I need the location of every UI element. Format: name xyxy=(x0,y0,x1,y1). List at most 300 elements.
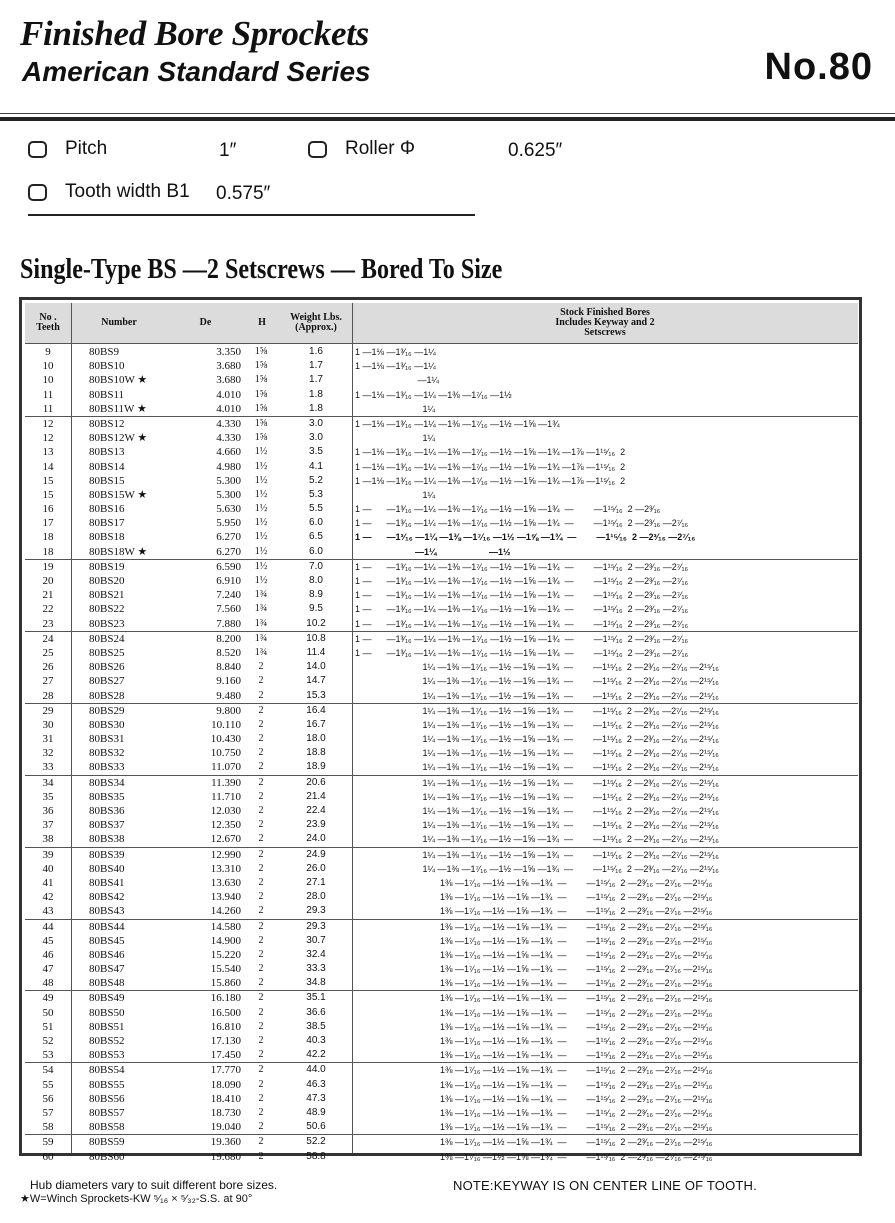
header-stock-bores: Stock Finished Bores Includes Keyway and 2 Setscrews xyxy=(555,307,655,338)
weight-cell: 48.9 xyxy=(306,1106,326,1118)
number-cell: 80BS9 xyxy=(89,346,119,358)
de-cell: 5.300 xyxy=(216,474,241,487)
hub-note: Hub diameters vary to suit different bore sizes. xyxy=(30,1178,278,1192)
bores-cell: 1 —1⅛ —1³⁄₁₆ —1¼ —1⅜ —1⁷⁄₁₆ —1½ —1⅝ —1¾ xyxy=(355,418,560,429)
teeth-cell: 15 xyxy=(42,474,54,487)
number-cell: 80BS48 xyxy=(89,977,125,990)
bores-cell: 1⅜ —1⁷⁄₁₆ —1½ —1⅝ —1¾ — —1¹⁵⁄₁₆ 2 —2³⁄₁₆ —2⁷⁄₁₆ —2¹⁵⁄₁₆ xyxy=(355,964,713,975)
bores-cell: 1 —1⅛ —1³⁄₁₆ —1¼ —1⅜ —1⁷⁄₁₆ —1½ xyxy=(355,389,512,400)
de-cell: 14.580 xyxy=(210,920,241,933)
weight-cell: 18.9 xyxy=(306,761,326,773)
bores-cell: 1¼ xyxy=(355,433,436,444)
weight-cell: 27.1 xyxy=(306,876,326,888)
de-cell: 11.390 xyxy=(211,776,241,789)
table-row xyxy=(25,904,858,918)
number-cell: 80BS10W ★ xyxy=(89,374,148,387)
de-cell: 10.750 xyxy=(210,747,241,760)
number-cell: 80BS58 xyxy=(89,1121,125,1134)
h-cell: 1½ xyxy=(254,531,268,543)
bores-cell: 1 —1⅛ —1³⁄₁₆ —1¼ xyxy=(355,361,436,372)
number-cell: 80BS45 xyxy=(89,934,125,947)
table-row xyxy=(25,862,858,876)
number-cell: 80BS33 xyxy=(89,761,125,774)
de-cell: 11.710 xyxy=(211,790,241,803)
number-cell: 80BS44 xyxy=(89,920,125,933)
number-cell: 80BS51 xyxy=(89,1020,125,1033)
table-row xyxy=(25,588,858,602)
bore-table xyxy=(19,297,862,1163)
h-cell: 2 xyxy=(258,776,264,788)
table-row xyxy=(25,488,858,502)
number-cell: 80BS11 xyxy=(89,388,125,401)
h-cell: 2 xyxy=(258,891,264,903)
number-cell: 80BS18 xyxy=(89,531,125,544)
de-cell: 14.260 xyxy=(210,905,241,918)
h-cell: 2 xyxy=(258,819,264,831)
winch-note: ★W=Winch Sprockets-KW ⁵⁄₁₆ × ⁵⁄₃₂-S.S. at 90° xyxy=(20,1193,253,1205)
teeth-cell: 22 xyxy=(42,603,54,616)
h-cell: 2 xyxy=(258,790,264,802)
weight-cell: 3.0 xyxy=(309,432,323,444)
de-cell: 16.180 xyxy=(210,992,241,1005)
bores-cell: 1⅜ —1⁷⁄₁₆ —1½ —1⅝ —1¾ — —1¹⁵⁄₁₆ 2 —2³⁄₁₆ —2⁷⁄₁₆ —2¹⁵⁄₁₆ xyxy=(355,935,713,946)
h-cell: 1½ xyxy=(254,560,268,572)
bores-cell: 1 — —1³⁄₁₆ —1¼ —1⅜ —1⁷⁄₁₆ —1½ —1⅝ —1¾ — —1¹⁵⁄₁₆ 2 —2³⁄₁₆ —2⁷⁄₁₆ xyxy=(355,576,689,586)
header-no-teeth: No . Teeth xyxy=(36,312,60,333)
bullet-box-icon xyxy=(28,141,47,158)
bores-cell: 1 — —1³⁄₁₆ —1¼ —1⅜ —1⁷⁄₁₆ —1½ —1⅝ —1¾ — —1¹⁵⁄₁₆ 2 —2³⁄₁₆ —2⁷⁄₁₆ xyxy=(355,561,689,572)
h-cell: 2 xyxy=(258,747,264,759)
teeth-cell: 33 xyxy=(42,761,54,774)
bores-cell: 1¼ xyxy=(355,489,436,500)
weight-cell: 34.8 xyxy=(306,977,326,989)
bores-cell: 1 —1⅛ —1³⁄₁₆ —1¼ —1⅜ —1⁷⁄₁₆ —1½ —1⅝ —1¾ —1⅞ —1¹⁵⁄₁₆ 2 xyxy=(355,447,626,458)
weight-cell: 10.2 xyxy=(306,617,326,629)
bores-cell: 1¼ —1⅜ —1⁷⁄₁₆ —1½ —1⅝ —1¾ — —1¹⁵⁄₁₆ 2 —2³⁄₁₆ —2⁷⁄₁₆ —2¹⁵⁄₁₆ xyxy=(355,705,719,716)
number-cell: 80BS21 xyxy=(89,589,125,602)
de-cell: 3.350 xyxy=(216,346,241,358)
teeth-cell: 31 xyxy=(42,733,54,746)
bores-cell: 1⅜ —1⁷⁄₁₆ —1½ —1⅝ —1¾ — —1¹⁵⁄₁₆ 2 —2³⁄₁₆ —2⁷⁄₁₆ —2¹⁵⁄₁₆ xyxy=(355,1065,713,1076)
bores-cell: 1¼ —1⅜ —1⁷⁄₁₆ —1½ —1⅝ —1¾ — —1¹⁵⁄₁₆ 2 —2³⁄₁₆ —2⁷⁄₁₆ —2¹⁵⁄₁₆ xyxy=(355,748,719,759)
de-cell: 4.660 xyxy=(216,446,241,459)
weight-cell: 29.3 xyxy=(306,905,326,917)
de-cell: 13.310 xyxy=(210,862,241,875)
number-cell: 80BS47 xyxy=(89,963,125,976)
table-row xyxy=(25,359,858,373)
table-row xyxy=(25,760,858,774)
teeth-cell: 27 xyxy=(42,675,54,688)
de-cell: 15.220 xyxy=(210,948,241,961)
number-cell: 80BS29 xyxy=(89,704,125,717)
pitch-value: 1″ xyxy=(219,140,237,161)
bores-cell: 1⅜ —1⁷⁄₁₆ —1½ —1⅝ —1¾ — —1¹⁵⁄₁₆ 2 —2³⁄₁₆ —2⁷⁄₁₆ —2¹⁵⁄₁₆ xyxy=(355,978,713,989)
h-cell: 1⅝ xyxy=(254,360,268,372)
h-cell: 1½ xyxy=(254,545,268,557)
bullet-box-icon xyxy=(28,184,47,201)
divider-thick xyxy=(0,117,895,121)
de-cell: 13.630 xyxy=(210,876,241,889)
table-row xyxy=(25,617,858,631)
number-cell: 80BS30 xyxy=(89,718,125,731)
header-number: Number xyxy=(101,317,137,328)
weight-cell: 29.3 xyxy=(306,920,326,932)
header-rule xyxy=(25,343,858,344)
table-row xyxy=(25,516,858,530)
h-cell: 2 xyxy=(258,948,264,960)
bores-cell: 1 — —1³⁄₁₆ —1¼ —1⅜ —1⁷⁄₁₆ —1½ —1⅝ —1¾ — —1¹⁵⁄₁₆ 2 —2³⁄₁₆ xyxy=(355,504,661,515)
bores-cell: 1⅜ —1⁷⁄₁₆ —1½ —1⅝ —1¾ — —1¹⁵⁄₁₆ 2 —2³⁄₁₆ —2⁷⁄₁₆ —2¹⁵⁄₁₆ xyxy=(355,1036,713,1046)
table-row xyxy=(25,703,858,718)
bores-cell: 1 — —1³⁄₁₆ —1¼ —1⅜ —1⁷⁄₁₆ —1½ —1⅝ —1¾ — —1¹⁵⁄₁₆ 2 —2³⁄₁₆ —2⁷⁄₁₆ xyxy=(355,618,689,629)
weight-cell: 24.0 xyxy=(306,833,326,845)
h-cell: 1½ xyxy=(254,446,268,458)
table-row xyxy=(25,775,858,790)
number-cell: 80BS54 xyxy=(89,1064,125,1077)
teeth-cell: 38 xyxy=(42,833,54,846)
de-cell: 17.130 xyxy=(210,1035,241,1047)
h-cell: 2 xyxy=(258,761,264,773)
bores-cell: 1 — —1³⁄₁₆ —1¼ —1⅜ —1⁷⁄₁₆ —1½ —1⅝ —1¾ — —1¹⁵⁄₁₆ 2 —2³⁄₁₆ —2⁷⁄₁₆ xyxy=(355,647,689,658)
weight-cell: 32.4 xyxy=(306,948,326,960)
de-cell: 8.520 xyxy=(216,646,241,659)
de-cell: 16.500 xyxy=(210,1006,241,1019)
de-cell: 8.840 xyxy=(216,661,241,674)
weight-cell: 26.0 xyxy=(306,862,326,874)
weight-cell: 21.4 xyxy=(306,790,326,802)
teeth-cell: 45 xyxy=(42,934,54,947)
model-number: No.80 xyxy=(764,46,873,88)
bores-cell: —1¼ —1½ xyxy=(355,546,511,557)
h-cell: 2 xyxy=(258,833,264,845)
de-cell: 4.330 xyxy=(216,417,241,430)
teeth-cell: 52 xyxy=(42,1035,54,1047)
de-cell: 19.360 xyxy=(210,1136,241,1149)
h-cell: 2 xyxy=(258,689,264,701)
bores-cell: 1 —1⅛ —1³⁄₁₆ —1¼ —1⅜ —1⁷⁄₁₆ —1½ —1⅝ —1¾ —1⅞ —1¹⁵⁄₁₆ 2 xyxy=(355,475,626,486)
number-cell: 80BS43 xyxy=(89,905,125,918)
weight-cell: 5.5 xyxy=(309,503,323,515)
bores-cell: 1⅜ —1⁷⁄₁₆ —1½ —1⅝ —1¾ — —1¹⁵⁄₁₆ 2 —2³⁄₁₆ —2⁷⁄₁₆ —2¹⁵⁄₁₆ xyxy=(355,1050,713,1061)
de-cell: 6.910 xyxy=(216,575,241,587)
table-row xyxy=(25,1048,858,1062)
de-cell: 9.480 xyxy=(216,689,241,702)
header-h: H xyxy=(258,317,266,328)
h-cell: 1⅝ xyxy=(254,432,268,444)
teeth-cell: 11 xyxy=(42,402,54,415)
weight-cell: 8.9 xyxy=(309,589,323,601)
h-cell: 1¾ xyxy=(254,603,268,615)
table-row xyxy=(25,876,858,890)
section-title: Single-Type BS —2 Setscrews — Bored To Size xyxy=(20,254,503,285)
page-title: Finished Bore Sprockets xyxy=(20,14,369,53)
teeth-cell: 57 xyxy=(42,1106,54,1119)
de-cell: 3.680 xyxy=(216,360,241,373)
de-cell: 15.540 xyxy=(210,963,241,976)
table-row xyxy=(25,718,858,732)
teeth-cell: 49 xyxy=(42,992,54,1005)
teeth-cell: 51 xyxy=(42,1020,54,1033)
table-row xyxy=(25,934,858,948)
table-row xyxy=(25,416,858,431)
teeth-cell: 34 xyxy=(42,776,54,789)
table-row xyxy=(25,689,858,703)
de-cell: 4.980 xyxy=(216,460,241,473)
weight-cell: 9.5 xyxy=(309,603,323,615)
weight-cell: 42.2 xyxy=(306,1049,326,1061)
number-cell: 80BS55 xyxy=(89,1078,125,1091)
number-cell: 80BS27 xyxy=(89,675,125,688)
number-cell: 80BS52 xyxy=(89,1035,125,1047)
table-row xyxy=(25,559,858,574)
table-row xyxy=(25,1150,858,1164)
weight-cell: 35.1 xyxy=(306,992,326,1004)
table-row xyxy=(25,574,858,588)
number-cell: 80BS36 xyxy=(89,805,125,817)
table-row xyxy=(25,1134,858,1149)
weight-cell: 11.4 xyxy=(306,646,326,658)
bores-cell: 1 — —1³⁄₁₆ —1¼ —1⅜ —1⁷⁄₁₆ —1½ —1⅝ —1¾ — —1¹⁵⁄₁₆ 2 —2³⁄₁₆ —2⁷⁄₁₆ xyxy=(355,532,696,543)
teeth-cell: 18 xyxy=(42,531,54,544)
de-cell: 5.950 xyxy=(216,517,241,530)
table-row xyxy=(25,1020,858,1034)
h-cell: 2 xyxy=(258,733,264,745)
de-cell: 12.670 xyxy=(210,833,241,846)
de-cell: 13.940 xyxy=(210,891,241,904)
de-cell: 4.010 xyxy=(216,388,241,401)
number-cell: 80BS35 xyxy=(89,790,125,803)
h-cell: 2 xyxy=(258,977,264,989)
h-cell: 1½ xyxy=(254,575,268,586)
de-cell: 18.730 xyxy=(210,1106,241,1119)
de-cell: 12.350 xyxy=(210,819,241,832)
number-cell: 80BS38 xyxy=(89,833,125,846)
teeth-cell: 10 xyxy=(42,360,54,373)
table-row xyxy=(25,1106,858,1120)
de-cell: 7.880 xyxy=(216,617,241,630)
de-cell: 4.330 xyxy=(216,432,241,445)
bores-cell: 1 —1⅛ —1³⁄₁₆ —1¼ xyxy=(355,347,436,357)
table-row xyxy=(25,990,858,1005)
table-row xyxy=(25,602,858,616)
h-cell: 1⅝ xyxy=(254,417,268,429)
bores-cell: 1¼ —1⅜ —1⁷⁄₁₆ —1½ —1⅝ —1¾ — —1¹⁵⁄₁₆ 2 —2³⁄₁₆ —2⁷⁄₁₆ —2¹⁵⁄₁₆ xyxy=(355,662,719,673)
table-row xyxy=(25,530,858,544)
bores-cell: 1⅜ —1⁷⁄₁₆ —1½ —1⅝ —1¾ — —1¹⁵⁄₁₆ 2 —2³⁄₁₆ —2⁷⁄₁₆ —2¹⁵⁄₁₆ xyxy=(355,1137,713,1148)
table-row xyxy=(25,832,858,846)
teeth-cell: 37 xyxy=(42,819,54,832)
bores-cell: 1⅜ —1⁷⁄₁₆ —1½ —1⅝ —1¾ — —1¹⁵⁄₁₆ 2 —2³⁄₁₆ —2⁷⁄₁₆ —2¹⁵⁄₁₆ xyxy=(355,1021,713,1032)
number-cell: 80BS60 xyxy=(89,1150,125,1163)
number-cell: 80BS40 xyxy=(89,862,125,875)
bores-cell: 1⅜ —1⁷⁄₁₆ —1½ —1⅝ —1¾ — —1¹⁵⁄₁₆ 2 —2³⁄₁₆ —2⁷⁄₁₆ —2¹⁵⁄₁₆ xyxy=(355,1007,713,1018)
number-cell: 80BS15 xyxy=(89,474,125,487)
h-cell: 2 xyxy=(258,675,264,687)
h-cell: 2 xyxy=(258,905,264,917)
bores-cell: 1⅜ —1⁷⁄₁₆ —1½ —1⅝ —1¾ — —1¹⁵⁄₁₆ 2 —2³⁄₁₆ —2⁷⁄₁₆ —2¹⁵⁄₁₆ xyxy=(355,892,713,903)
h-cell: 2 xyxy=(258,1035,264,1046)
teeth-cell: 25 xyxy=(42,646,54,659)
de-cell: 3.680 xyxy=(216,374,241,387)
number-cell: 80BS23 xyxy=(89,617,125,630)
table-row xyxy=(25,345,858,359)
teeth-cell: 14 xyxy=(42,460,54,473)
table-row xyxy=(25,646,858,660)
weight-cell: 3.5 xyxy=(309,446,323,458)
table-row xyxy=(25,1006,858,1020)
bores-cell: 1⅜ —1⁷⁄₁₆ —1½ —1⅝ —1¾ — —1¹⁵⁄₁₆ 2 —2³⁄₁₆ —2⁷⁄₁₆ —2¹⁵⁄₁₆ xyxy=(355,906,713,917)
weight-cell: 1.8 xyxy=(309,388,323,400)
teeth-cell: 44 xyxy=(42,920,54,933)
teeth-cell: 16 xyxy=(42,503,54,516)
de-cell: 12.990 xyxy=(210,848,241,861)
number-cell: 80BS12W ★ xyxy=(89,432,148,445)
de-cell: 12.030 xyxy=(210,805,241,817)
table-row xyxy=(25,631,858,646)
weight-cell: 1.8 xyxy=(309,402,323,414)
bores-cell: 1⅜ —1⁷⁄₁₆ —1½ —1⅝ —1¾ — —1¹⁵⁄₁₆ 2 —2³⁄₁₆ —2⁷⁄₁₆ —2¹⁵⁄₁₆ xyxy=(355,1079,713,1090)
number-cell: 80BS12 xyxy=(89,417,125,430)
h-cell: 2 xyxy=(258,1049,264,1061)
table-row xyxy=(25,502,858,516)
h-cell: 2 xyxy=(258,1006,264,1018)
tooth-width-spec xyxy=(28,181,190,203)
pitch-label: Pitch xyxy=(65,138,108,159)
number-cell: 80BS16 xyxy=(89,503,125,516)
h-cell: 2 xyxy=(258,876,264,888)
table-row xyxy=(25,919,858,934)
teeth-cell: 20 xyxy=(42,575,54,587)
bullet-box-icon xyxy=(308,141,327,158)
teeth-cell: 48 xyxy=(42,977,54,990)
number-cell: 80BS18W ★ xyxy=(89,545,148,558)
teeth-cell: 29 xyxy=(42,704,54,717)
number-cell: 80BS15W ★ xyxy=(89,488,148,501)
tooth-width-value: 0.575″ xyxy=(216,183,271,204)
weight-cell: 24.9 xyxy=(306,848,326,860)
bores-cell: 1 —1⅛ —1³⁄₁₆ —1¼ —1⅜ —1⁷⁄₁₆ —1½ —1⅝ —1¾ —1⅞ —1¹⁵⁄₁₆ 2 xyxy=(355,461,626,472)
teeth-cell: 26 xyxy=(42,661,54,674)
table-row xyxy=(25,818,858,832)
number-cell: 80BS32 xyxy=(89,747,125,760)
number-cell: 80BS17 xyxy=(89,517,125,530)
de-cell: 8.200 xyxy=(216,632,241,645)
h-cell: 1⅝ xyxy=(254,388,268,400)
de-cell: 17.770 xyxy=(210,1064,241,1077)
table-row xyxy=(25,804,858,818)
bores-cell: 1 — —1³⁄₁₆ —1¼ —1⅜ —1⁷⁄₁₆ —1½ —1⅝ —1¾ — —1¹⁵⁄₁₆ 2 —2³⁄₁₆ —2⁷⁄₁₆ xyxy=(355,518,689,529)
table-row xyxy=(25,1092,858,1106)
h-cell: 1⅝ xyxy=(254,346,268,357)
de-cell: 18.410 xyxy=(210,1092,241,1105)
table-body xyxy=(25,345,858,1164)
h-cell: 2 xyxy=(258,661,264,673)
bores-cell: 1 — —1³⁄₁₆ —1¼ —1⅜ —1⁷⁄₁₆ —1½ —1⅝ —1¾ — —1¹⁵⁄₁₆ 2 —2³⁄₁₆ —2⁷⁄₁₆ xyxy=(355,633,689,644)
teeth-cell: 32 xyxy=(42,747,54,760)
weight-cell: 44.0 xyxy=(306,1064,326,1076)
bores-cell: 1⅜ —1⁷⁄₁₆ —1½ —1⅝ —1¾ — —1¹⁵⁄₁₆ 2 —2³⁄₁₆ —2⁷⁄₁₆ —2¹⁵⁄₁₆ xyxy=(355,949,713,960)
weight-cell: 8.0 xyxy=(309,575,323,586)
h-cell: 2 xyxy=(258,1092,264,1104)
de-cell: 7.240 xyxy=(216,589,241,602)
h-cell: 2 xyxy=(258,718,264,730)
bores-cell: 1¼ —1⅜ —1⁷⁄₁₆ —1½ —1⅝ —1¾ — —1¹⁵⁄₁₆ 2 —2³⁄₁₆ —2⁷⁄₁₆ —2¹⁵⁄₁₆ xyxy=(355,676,719,687)
teeth-cell: 59 xyxy=(42,1136,54,1149)
weight-cell: 28.0 xyxy=(306,891,326,903)
h-cell: 2 xyxy=(258,805,264,816)
h-cell: 1½ xyxy=(254,474,268,486)
table-row xyxy=(25,847,858,862)
pitch-spec xyxy=(28,138,107,160)
header-de: De xyxy=(199,317,212,328)
weight-cell: 6.0 xyxy=(309,517,323,529)
h-cell: 2 xyxy=(258,848,264,860)
divider-thin xyxy=(0,113,895,114)
bores-cell: 1¼ —1⅜ —1⁷⁄₁₆ —1½ —1⅝ —1¾ — —1¹⁵⁄₁₆ 2 —2³⁄₁₆ —2⁷⁄₁₆ —2¹⁵⁄₁₆ xyxy=(355,690,719,701)
teeth-cell: 36 xyxy=(42,805,54,817)
table-row xyxy=(25,962,858,976)
de-cell: 18.090 xyxy=(210,1078,241,1091)
weight-cell: 14.7 xyxy=(306,675,326,687)
bores-cell: 1¼ —1⅜ —1⁷⁄₁₆ —1½ —1⅝ —1¾ — —1¹⁵⁄₁₆ 2 —2³⁄₁₆ —2⁷⁄₁₆ —2¹⁵⁄₁₆ xyxy=(355,734,719,745)
weight-cell: 30.7 xyxy=(306,934,326,946)
number-cell: 80BS20 xyxy=(89,575,125,587)
number-cell: 80BS46 xyxy=(89,948,125,961)
bores-cell: 1¼ —1⅜ —1⁷⁄₁₆ —1½ —1⅝ —1¾ — —1¹⁵⁄₁₆ 2 —2³⁄₁₆ —2⁷⁄₁₆ —2¹⁵⁄₁₆ xyxy=(355,834,719,845)
teeth-cell: 43 xyxy=(42,905,54,918)
h-cell: 1½ xyxy=(254,517,268,529)
de-cell: 19.040 xyxy=(210,1121,241,1134)
h-cell: 1¾ xyxy=(254,617,268,629)
weight-cell: 3.0 xyxy=(309,417,323,429)
weight-cell: 58.8 xyxy=(306,1150,326,1162)
h-cell: 1¾ xyxy=(254,589,268,601)
teeth-cell: 23 xyxy=(42,617,54,630)
teeth-cell: 60 xyxy=(42,1150,54,1163)
weight-cell: 18.0 xyxy=(306,733,326,745)
table-row xyxy=(25,431,858,445)
number-cell: 80BS37 xyxy=(89,819,125,832)
bores-cell: 1¼ —1⅜ —1⁷⁄₁₆ —1½ —1⅝ —1¾ — —1¹⁵⁄₁₆ 2 —2³⁄₁₆ —2⁷⁄₁₆ —2¹⁵⁄₁₆ xyxy=(355,863,719,874)
de-cell: 6.270 xyxy=(216,545,241,558)
bores-cell: 1⅜ —1⁷⁄₁₆ —1½ —1⅝ —1¾ — —1¹⁵⁄₁₆ 2 —2³⁄₁₆ —2⁷⁄₁₆ —2¹⁵⁄₁₆ xyxy=(355,993,713,1004)
weight-cell: 10.8 xyxy=(306,632,326,644)
bores-cell: —1¼ xyxy=(355,375,440,386)
bores-cell: 1 — —1³⁄₁₆ —1¼ —1⅜ —1⁷⁄₁₆ —1½ —1⅝ —1¾ — —1¹⁵⁄₁₆ 2 —2³⁄₁₆ —2⁷⁄₁₆ xyxy=(355,604,689,615)
roller-label: Roller Φ xyxy=(345,138,416,159)
weight-cell: 7.0 xyxy=(309,560,323,572)
table-row xyxy=(25,746,858,760)
table-row xyxy=(25,474,858,488)
weight-cell: 46.3 xyxy=(306,1078,326,1090)
teeth-cell: 12 xyxy=(42,432,54,445)
weight-cell: 1.7 xyxy=(309,374,323,386)
teeth-cell: 58 xyxy=(42,1121,54,1134)
number-cell: 80BS34 xyxy=(89,776,125,789)
table-row xyxy=(25,1078,858,1092)
bores-cell: 1⅜ —1⁷⁄₁₆ —1½ —1⅝ —1¾ — —1¹⁵⁄₁₆ 2 —2³⁄₁₆ —2⁷⁄₁₆ —2¹⁵⁄₁₆ xyxy=(355,1093,713,1104)
teeth-cell: 42 xyxy=(42,891,54,904)
teeth-cell: 46 xyxy=(42,948,54,961)
teeth-cell: 10 xyxy=(42,374,54,387)
h-cell: 2 xyxy=(258,862,264,874)
de-cell: 15.860 xyxy=(210,977,241,990)
teeth-cell: 18 xyxy=(42,545,54,558)
bores-cell: 1¼ —1⅜ —1⁷⁄₁₆ —1½ —1⅝ —1¾ — —1¹⁵⁄₁₆ 2 —2³⁄₁₆ —2⁷⁄₁₆ —2¹⁵⁄₁₆ xyxy=(355,762,719,773)
weight-cell: 36.6 xyxy=(306,1006,326,1018)
table-row xyxy=(25,445,858,459)
weight-cell: 16.7 xyxy=(306,718,326,730)
